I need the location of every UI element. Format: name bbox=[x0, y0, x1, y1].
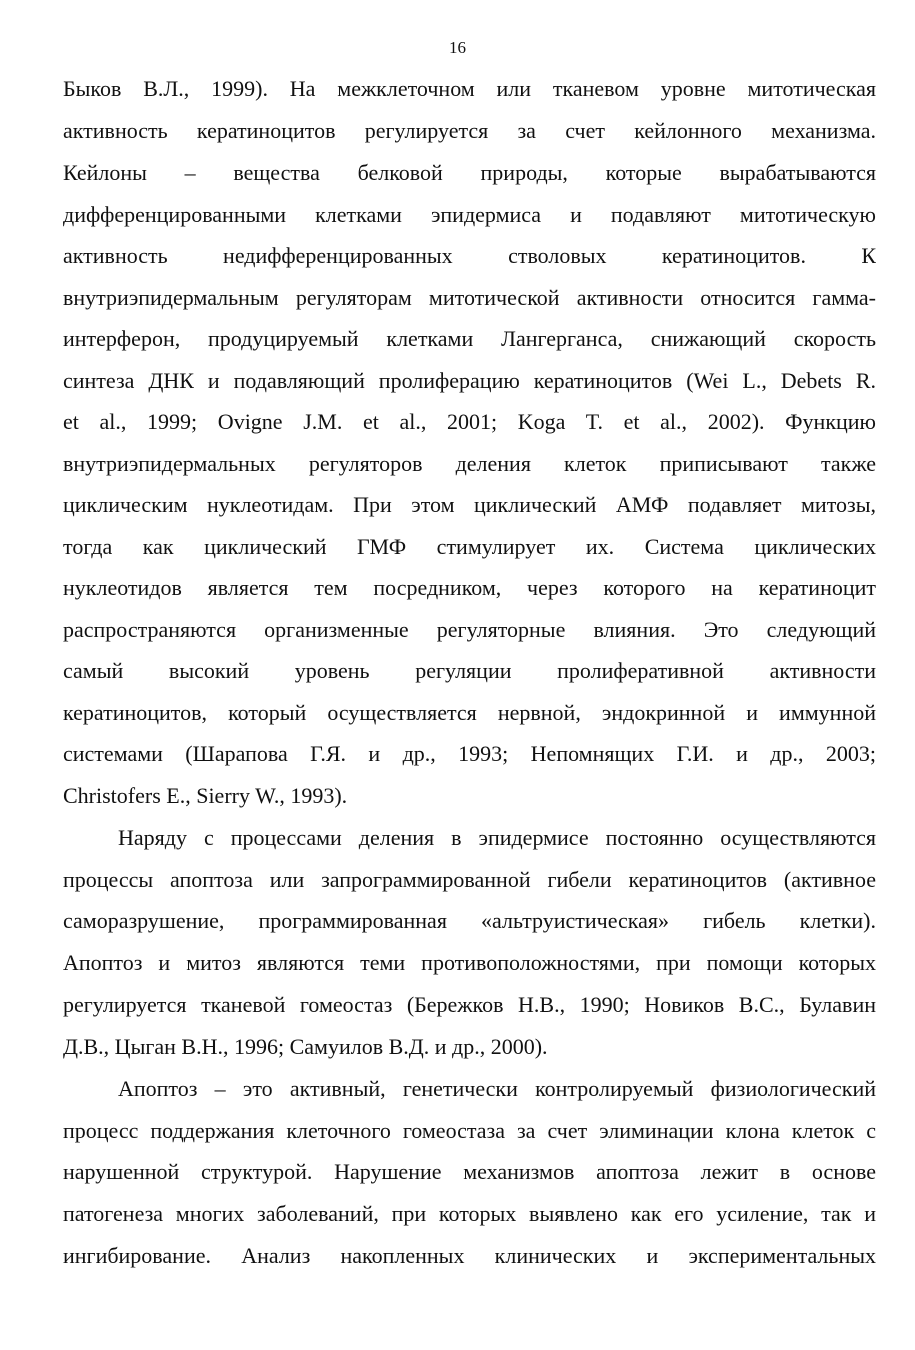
text-line: активность недифференцированных стволовых кератиноцитов. К bbox=[63, 243, 876, 268]
text-line: ингибирование. Анализ накопленных клинических и экспериментальных bbox=[63, 1243, 876, 1268]
text-line: патогенеза многих заболеваний, при которых выявлено как его усиление, так и bbox=[63, 1201, 876, 1226]
text-line: самый высокий уровень регуляции пролиферативной активности bbox=[63, 658, 876, 683]
text-line: процесс поддержания клеточного гомеостаза за счет элиминации клона клеток с bbox=[63, 1118, 876, 1143]
text-line: процессы апоптоза или запрограммированной гибели кератиноцитов (активное bbox=[63, 867, 876, 892]
text-line: тогда как циклический ГМФ стимулирует их. Система циклических bbox=[63, 534, 876, 559]
text-line: Д.В., Цыган В.Н., 1996; Самуилов В.Д. и др., 2000). bbox=[63, 1034, 548, 1059]
text-line: Быков В.Л., 1999). На межклеточном или тканевом уровне митотическая bbox=[63, 76, 876, 101]
text-line: распространяются организменные регуляторные влияния. Это следующий bbox=[63, 617, 876, 642]
text-line: нуклеотидов является тем посредником, через которого на кератиноцит bbox=[63, 575, 876, 600]
text-line: кератиноцитов, который осуществляется нервной, эндокринной и иммунной bbox=[63, 700, 876, 725]
text-line: et al., 1999; Ovigne J.M. et al., 2001; Koga T. et al., 2002). Функцию bbox=[63, 409, 876, 434]
text-line: системами (Шарапова Г.Я. и др., 1993; Непомнящих Г.И. и др., 2003; bbox=[63, 741, 876, 766]
paragraph-first-line: Наряду с процессами деления в эпидермисе постоянно осуществляются bbox=[118, 825, 876, 850]
text-line: внутриэпидермальных регуляторов деления клеток приписывают также bbox=[63, 451, 876, 476]
text-line: внутриэпидермальным регуляторам митотической активности относится гамма- bbox=[63, 285, 876, 310]
text-line: нарушенной структурой. Нарушение механизмов апоптоза лежит в основе bbox=[63, 1159, 876, 1184]
text-line: регулируется тканевой гомеостаз (Бережков Н.В., 1990; Новиков В.С., Булавин bbox=[63, 992, 876, 1017]
page-number: 16 bbox=[449, 38, 466, 57]
text-line: интерферон, продуцируемый клетками Лангерганса, снижающий скорость bbox=[63, 326, 876, 351]
paragraph-first-line: Апоптоз – это активный, генетически контролируемый физиологический bbox=[118, 1076, 876, 1101]
text-line: синтеза ДНК и подавляющий пролиферацию кератиноцитов (Wei L., Debets R. bbox=[63, 368, 876, 393]
text-line: саморазрушение, программированная «альтруистическая» гибель клетки). bbox=[63, 908, 876, 933]
text-line: активность кератиноцитов регулируется за счет кейлонного механизма. bbox=[63, 118, 876, 143]
text-line: циклическим нуклеотидам. При этом циклический АМФ подавляет митозы, bbox=[63, 492, 876, 517]
text-line: Christofers E., Sierry W., 1993). bbox=[63, 783, 348, 808]
text-line: Апоптоз и митоз являются теми противоположностями, при помощи которых bbox=[63, 950, 876, 975]
text-line: Кейлоны – вещества белковой природы, которые вырабатываются bbox=[63, 160, 876, 185]
text-line: дифференцированными клетками эпидермиса и подавляют митотическую bbox=[63, 202, 876, 227]
